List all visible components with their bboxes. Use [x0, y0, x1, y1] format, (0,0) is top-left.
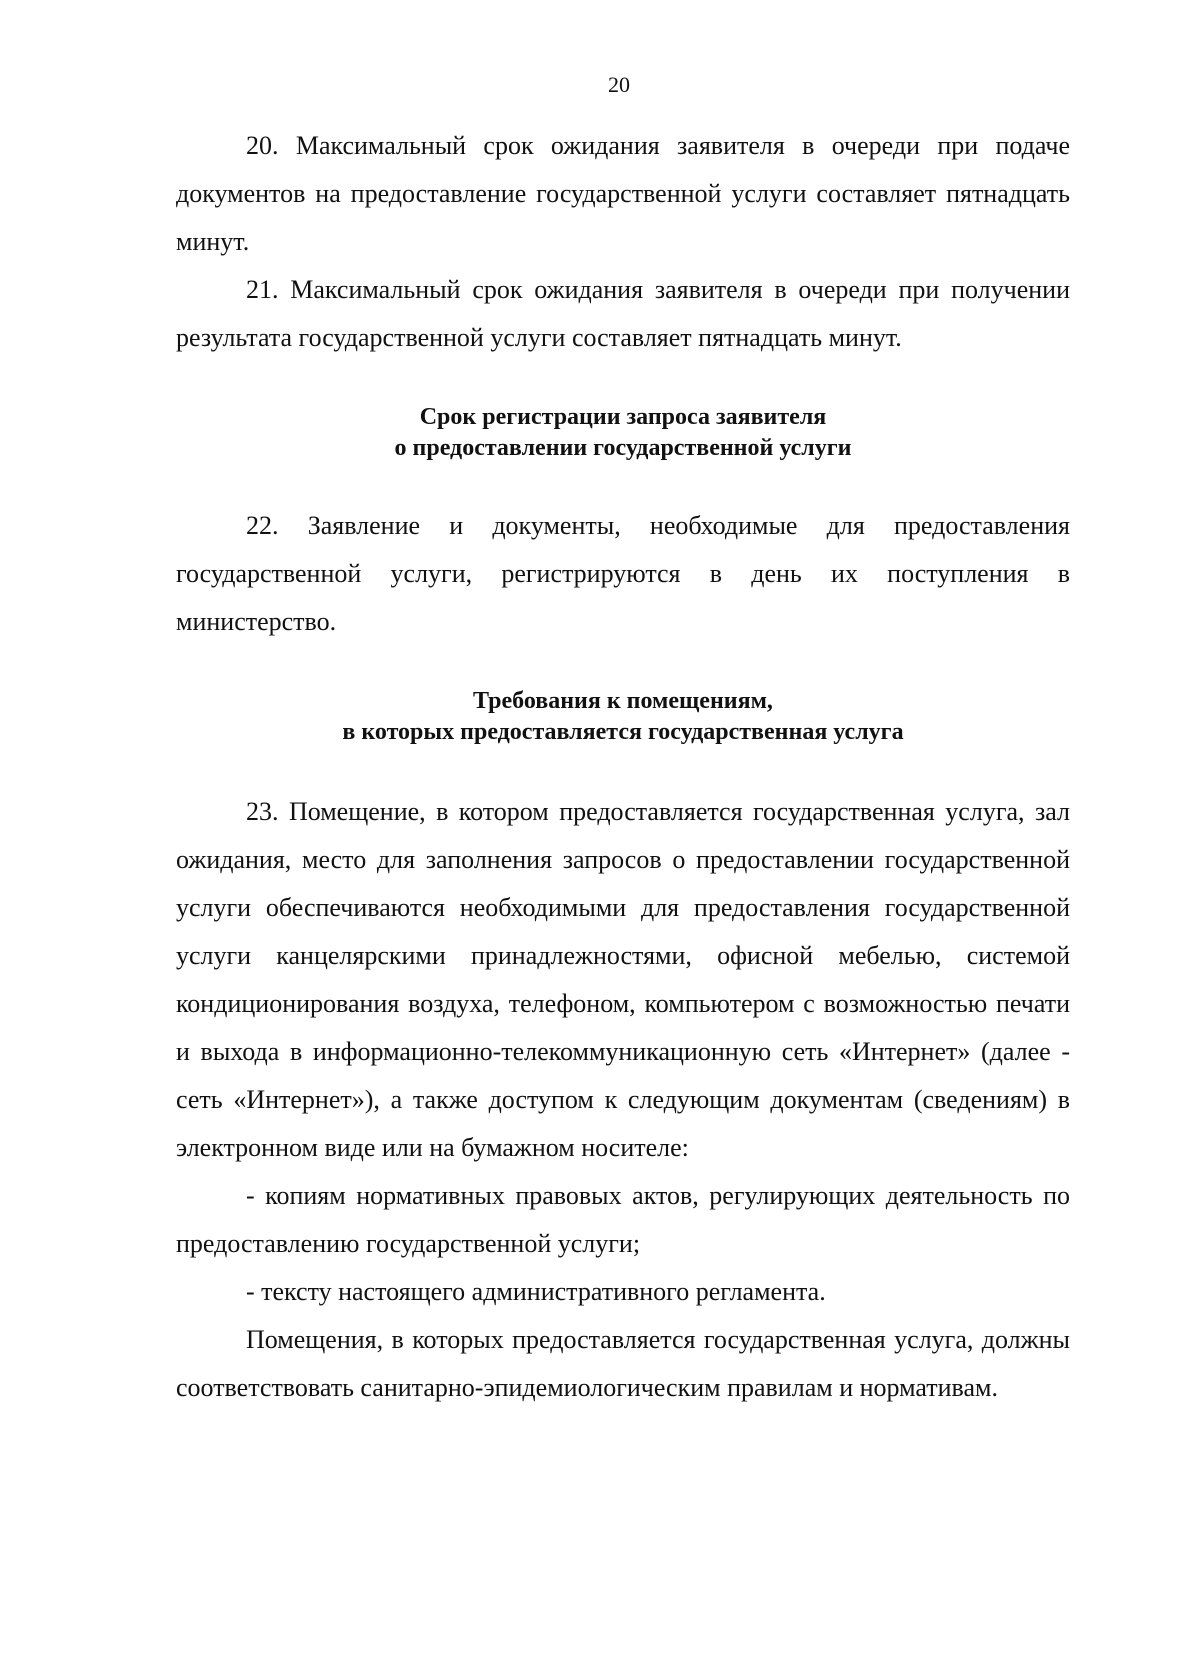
list-item-text: - тексту настоящего административного регламента.	[246, 1277, 826, 1306]
heading-line: в которых предоставляется государственная услуга	[342, 719, 904, 745]
heading-line: Срок регистрации запроса заявителя	[419, 404, 827, 430]
paragraph-21: 21. Максимальный срок ожидания заявителя в очереди при получении результата государственной услуги составляет пятнадцать минут.	[176, 275, 1070, 352]
section-heading-premises	[176, 686, 1070, 748]
page-number: 20	[608, 72, 630, 97]
paragraph-22: 22. Заявление и документы, необходимые для предоставления государственной услуги, регистрируются в день их поступления в министерство.	[176, 511, 1070, 636]
heading-line: Требования к помещениям,	[473, 688, 773, 714]
document-body	[176, 122, 1070, 1412]
section-heading-registration	[176, 402, 1070, 464]
paragraph-23: 23. Помещение, в котором предоставляется государственная услуга, зал ожидания, место для заполнения запросов о предоставлении государственной услуги обеспечиваются необходимыми для предоставления государственной услуги канцелярскими принадлежностями, офисной мебелью, системой кондиционирования воздуха, телефоном, компьютером с возможностью печати и выхода в информационно-телекоммуникационную сеть «Интернет» (далее - сеть «Интернет»), а также доступом к следующим документам (сведениям) в электронном виде или на бумажном носителе:	[176, 797, 1070, 1162]
list-item-copies: - копиям нормативных правовых актов, регулирующих деятельность по предоставлению государственной услуги;	[176, 1181, 1070, 1258]
paragraph-premises-requirements: Помещения, в которых предоставляется государственная услуга, должны соответствовать санитарно-эпидемиологическим правилам и нормативам.	[176, 1325, 1070, 1402]
paragraph-20: 20. Максимальный срок ожидания заявителя в очереди при подаче документов на предоставление государственной услуги составляет пятнадцать минут.	[176, 131, 1070, 256]
heading-line: о предоставлении государственной услуги	[394, 435, 852, 461]
